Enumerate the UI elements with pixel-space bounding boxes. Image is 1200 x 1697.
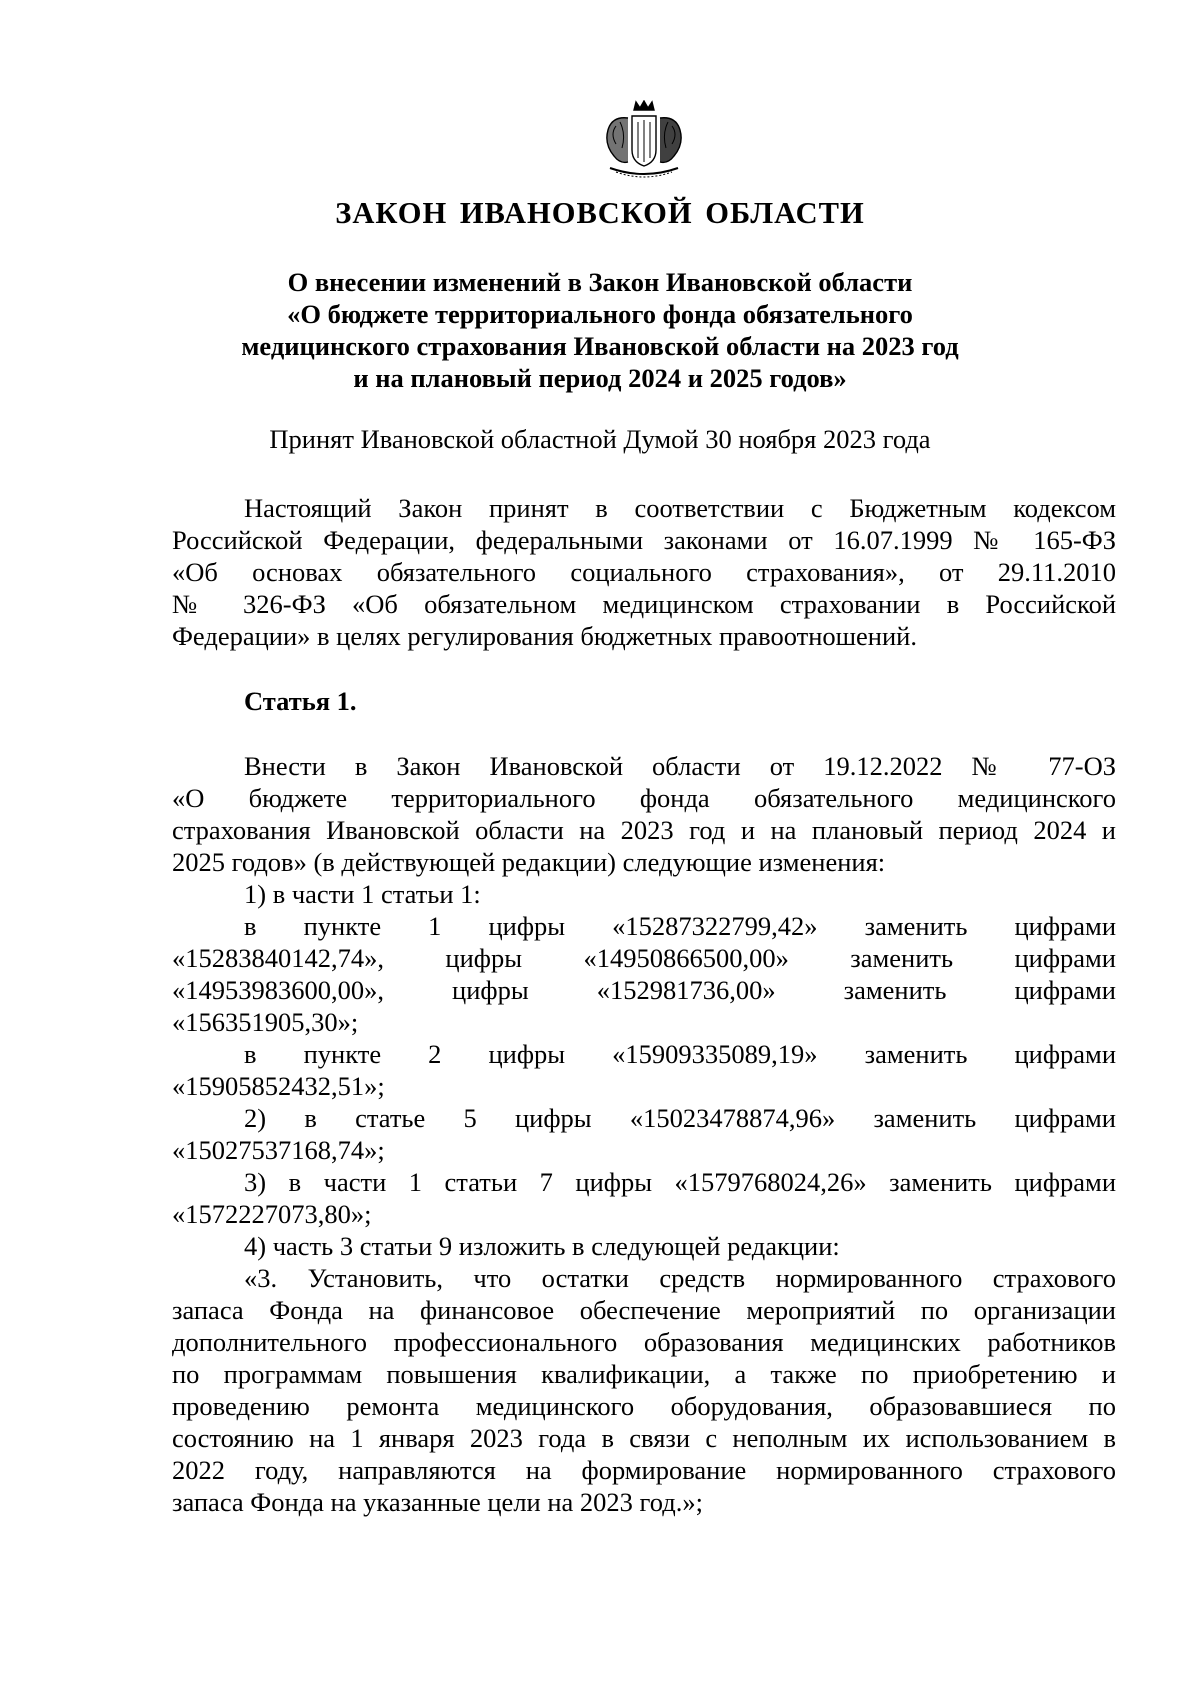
amendment-line: страхования Ивановской области на 2023 год и на плановый период 2024 и — [172, 815, 1116, 845]
amendment-line: «3. Установить, что остатки средств нормированного страхового — [244, 1263, 1116, 1293]
amendments-section — [172, 750, 1116, 1518]
amendment-line: 2025 годов» (в действующей редакции) следующие изменения: — [172, 847, 886, 877]
amendment-line: «156351905,30»; — [172, 1007, 359, 1037]
amendment-line: дополнительного профессионального образования медицинских работников — [172, 1327, 1116, 1357]
adoption-note: Принят Ивановской областной Думой 30 ноября 2023 года — [269, 424, 931, 454]
subtitle-line: «О бюджете территориального фонда обязательного — [287, 299, 913, 329]
amendment-line: «15905852432,51»; — [172, 1071, 385, 1101]
intro-line: № 326-ФЗ «Об обязательном медицинском страховании в Российской — [172, 589, 1116, 619]
amendment-line: проведению ремонта медицинского оборудования, образовавшиеся по — [172, 1391, 1116, 1421]
amendment-line: по программам повышения квалификации, а также по приобретению и — [172, 1359, 1116, 1389]
intro-line: Настоящий Закон принят в соответствии с Бюджетным кодексом — [244, 493, 1116, 523]
subtitle-line: О внесении изменений в Закон Ивановской области — [287, 267, 913, 297]
amendment-line: «15027537168,74»; — [172, 1135, 385, 1165]
amendment-line: в пункте 2 цифры «15909335089,19» заменить цифрами — [244, 1039, 1116, 1069]
amendment-line: 2) в статье 5 цифры «15023478874,96» заменить цифрами — [244, 1103, 1116, 1133]
amendment-line: запаса Фонда на финансовое обеспечение мероприятий по организации — [172, 1295, 1116, 1325]
intro-line: «Об основах обязательного социального страхования», от 29.11.2010 — [172, 557, 1116, 587]
law-title: ЗАКОН ИВАНОВСКОЙ ОБЛАСТИ — [335, 196, 865, 230]
amendment-line: запаса Фонда на указанные цели на 2023 год.»; — [172, 1487, 703, 1517]
amendment-line: «1572227073,80»; — [172, 1199, 372, 1229]
amendment-line: «14953983600,00», цифры «152981736,00» заменить цифрами — [172, 975, 1116, 1005]
coat-of-arms-emblem-icon — [598, 100, 690, 182]
subtitle-line: медицинского страхования Ивановской области на 2023 год — [241, 331, 959, 361]
amendment-line: в пункте 1 цифры «15287322799,42» заменить цифрами — [244, 911, 1116, 941]
amendment-line: 3) в части 1 статьи 7 цифры «1579768024,26» заменить цифрами — [244, 1167, 1116, 1197]
intro-line: Федерации» в целях регулирования бюджетных правоотношений. — [172, 621, 917, 651]
law-subtitle — [0, 266, 1200, 394]
amendment-line: «15283840142,74», цифры «14950866500,00» заменить цифрами — [172, 943, 1116, 973]
amendment-line: Внести в Закон Ивановской области от 19.12.2022 № 77-ОЗ — [244, 751, 1116, 781]
amendment-line: 1) в части 1 статьи 1: — [244, 879, 481, 909]
subtitle-line: и на плановый период 2024 и 2025 годов» — [353, 363, 847, 393]
amendment-line: состоянию на 1 января 2023 года в связи с неполным их использованием в — [172, 1423, 1116, 1453]
amendment-line: «О бюджете территориального фонда обязательного медицинского — [172, 783, 1116, 813]
amendment-line: 2022 году, направляются на формирование нормированного страхового — [172, 1455, 1116, 1485]
intro-paragraph — [172, 492, 1116, 652]
amendment-line: 4) часть 3 статьи 9 изложить в следующей редакции: — [244, 1231, 840, 1261]
intro-line: Российской Федерации, федеральными законами от 16.07.1999 № 165-ФЗ — [172, 525, 1116, 555]
article-heading: Статья 1. — [244, 686, 357, 716]
